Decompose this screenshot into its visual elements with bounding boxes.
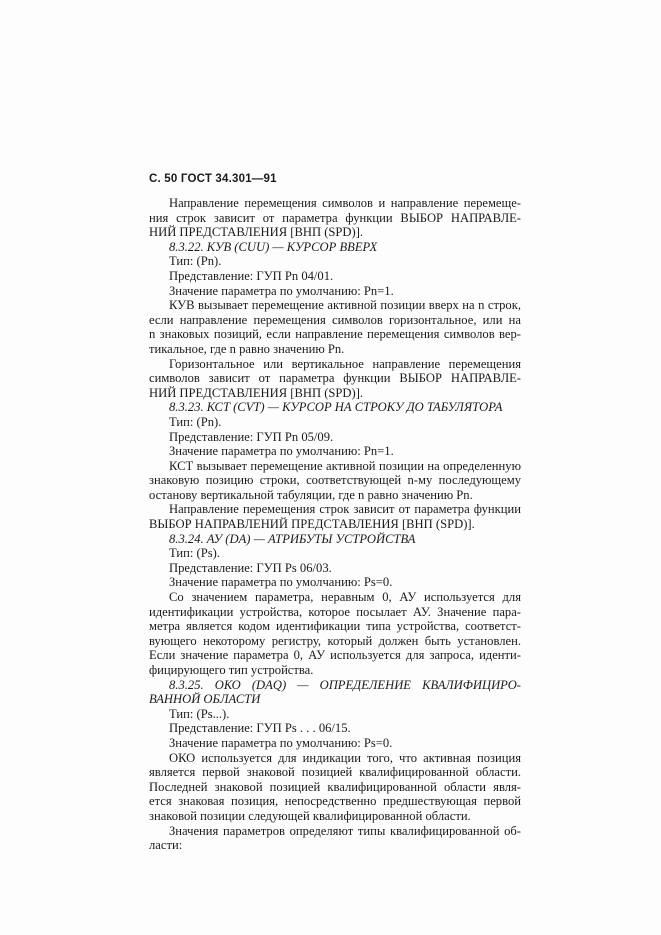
section-heading-line: 8.3.23. КСТ (CVT) — КУРСОР НА СТРОКУ ДО ТАБУЛЯТОРА [169,400,503,415]
document-body [149,196,521,853]
text-line: ОКО используется для индикации того, что активная позиция [169,750,521,765]
text-line: Направление перемещения символов и направление перемеще- [169,196,521,210]
text-line: Значение параметра по умолчанию: Ps=0. [169,735,393,750]
text-line: ВЫБОР НАПРАВЛЕНИЙ ПРЕДСТАВЛЕНИЯ [ВНП (SPD)]. [149,517,475,532]
text-line: НИЙ ПРЕДСТАВЛЕНИЯ [ВНП (SPD)]. [149,385,364,400]
text-line: Направление перемещения строк зависит от параметра функции [169,502,521,517]
text-line: Представление: ГУП Pn 05/09. [169,429,334,444]
text-line: КСТ вызывает перемещение активной позиции на определенную [169,458,521,473]
text-line: знаковую позицию строки, соответствующей n-му последующему [149,473,521,488]
text-line: фицирующего тип устройства. [149,663,314,677]
section-heading-line: 8.3.24. АУ (DA) — АТРИБУТЫ УСТРОЙСТВА [169,531,416,546]
text-line: Представление: ГУП Ps 06/03. [169,560,332,575]
text-line: ния строк зависит от параметра функции ВЫБОР НАПРАВЛЕ- [149,210,521,225]
section-heading-line: ВАННОЙ ОБЛАСТИ [149,692,261,707]
text-line: ется знаковая позиция, непосредственно предшествующая первой [149,794,521,809]
text-line: Последней знаковой позицией квалифицированной области явля- [149,779,521,794]
text-line: Горизонтальное или вертикальное направление перемещения [169,356,521,371]
text-line: n знаковых позиций, если направление перемещения символов вер- [149,327,521,342]
text-line: тикальное, где n равно значению Pn. [149,341,345,356]
text-line: вующего некоторому регистру, который должен быть установлен. [149,633,521,648]
text-line: Представление: ГУП Ps . . . 06/15. [169,721,351,736]
text-line: останову вертикальной табуляции, где n равно значению Pn. [149,487,473,502]
section-heading-line: 8.3.22. КУВ (CUU) — КУРСОР ВВЕРХ [169,239,378,254]
text-line: Тип: (Pn). [169,414,222,429]
text-line: Значение параметра по умолчанию: Ps=0. [169,575,393,590]
text-line: КУВ вызывает перемещение активной позиции вверх на n строк, [169,298,521,313]
text-line: символов зависит от параметра функции ВЫБОР НАПРАВЛЕ- [149,371,521,386]
text-line: метра является кодом идентификации типа устройства, соответст- [149,619,521,634]
text-line: Если значение параметра 0, АУ используется для запроса, иденти- [149,648,521,663]
text-line: Значение параметра по умолчанию: Pn=1. [169,444,394,459]
text-line: знаковой позиции следующей квалифицированной области. [149,808,471,823]
text-line: Значения параметров определяют типы квалифицированной об- [169,823,521,838]
text-line: Тип: (Ps...). [169,706,230,721]
page-header: С. 50 ГОСТ 34.301—91 [149,173,277,185]
text-line: является первой знаковой позицией квалифицированной области. [149,765,521,780]
text-line: НИЙ ПРЕДСТАВЛЕНИЯ [ВНП (SPD)]. [149,225,364,240]
text-line: Представление: ГУП Pn 04/01. [169,268,334,283]
text-line: если направление перемещения символов горизонтальное, или на [149,312,521,327]
text-line: Тип: (Pn). [169,254,222,269]
text-line: Значение параметра по умолчанию: Pn=1. [169,283,394,298]
section-heading-line: 8.3.25. ОКО (DAQ) — ОПРЕДЕЛЕНИЕ КВАЛИФИЦИРО- [169,677,521,692]
text-line: Со значением параметра, неравным 0, АУ используется для [169,590,521,605]
text-line: идентификации устройства, которое посылает АУ. Значение пара- [149,604,521,619]
text-line: Тип: (Ps). [169,546,220,561]
text-line: ласти: [149,838,183,853]
